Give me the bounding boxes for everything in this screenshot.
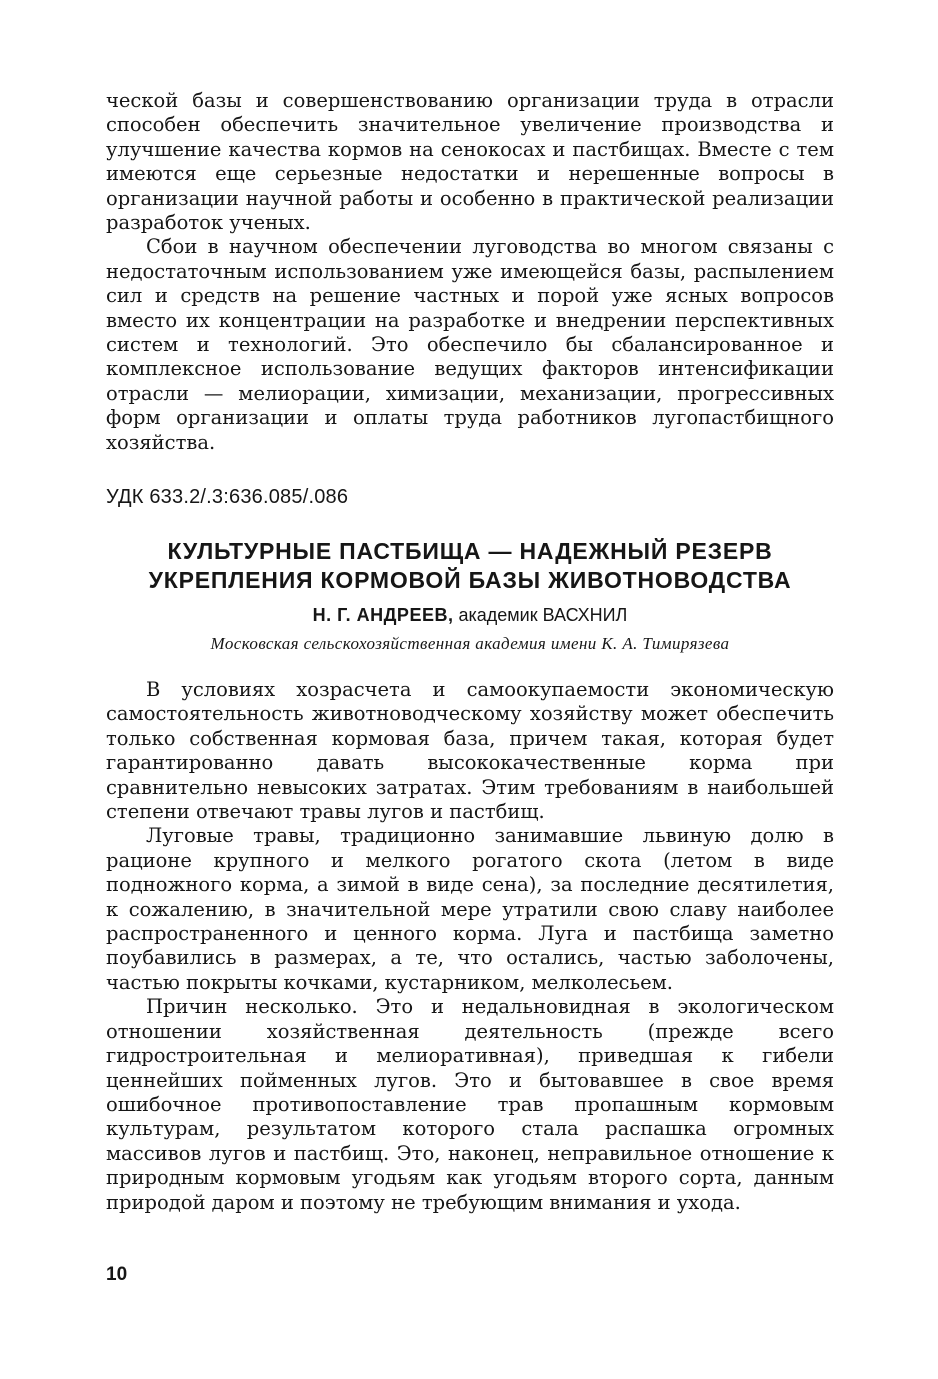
paragraph-scientific-support: Сбои в научном обеспечении луговодства во многом связаны с недостаточным использованием уже имеющейся базы, распылением сил и средств на решение частных и порой уже ясных вопросов вместо их концентрации на разработке и внедрении перспективных систем и технологий. Это обеспечило бы сбалансированное и комплексное использование ведущих факторов интенсификации отрасли — мелиорации, химизации, механизации, прогрессивных форм организации и оплаты труда работников лугопастбищного хозяйства. — [106, 235, 834, 454]
article-body — [106, 678, 834, 1215]
author-title: академик ВАСХНИЛ — [458, 605, 628, 625]
udk-code: УДК 633.2/.3:636.085/.086 — [106, 486, 349, 508]
affiliation: Московская сельскохозяйственная академия имени К. А. Тимирязева — [210, 634, 730, 653]
page-number: 10 — [106, 1264, 128, 1285]
article-title: КУЛЬТУРНЫЕ ПАСТБИЩА — НАДЕЖНЫЙ РЕЗЕРВ УКРЕПЛЕНИЯ КОРМОВОЙ БАЗЫ ЖИВОТНОВОДСТВА — [148, 538, 792, 593]
paragraph-continued: ческой базы и совершенствованию организации труда в отрасли способен обеспечить значительное увеличение производства и улучшение качества кормов на сенокосах и пастбищах. Вместе с тем имеются еще серьезные недостатки и нерешенные вопросы в организации научной работы и особенно в практической реализации разработок ученых. — [106, 89, 834, 235]
paragraph-1: В условиях хозрасчета и самоокупаемости экономическую самостоятельность животноводческому хозяйству может обеспечить только собственная кормовая база, причем такая, которая будет гарантированно давать высококачественные корма при сравнительно невысоких затратах. Этим требованиям в наибольшей степени отвечают травы лугов и пастбищ. — [106, 678, 834, 824]
author-name: Н. Г. АНДРЕЕВ, — [312, 605, 454, 625]
paragraph-3: Причин несколько. Это и недальновидная в экологическом отношении хозяйственная деятельность (прежде всего гидростроительная и мелиоративная), приведшая к гибели ценнейших пойменных лугов. Это и бытовавшее в свое время ошибочное противопоставление трав пропашным кормовым культурам, результатом которого стала распашка огромных массивов лугов и пастбищ. Это, наконец, неправильное отношение к природным кормовым угодьям как угодьям второго сорта, данным природой даром и поэтому не требующим внимания и ухода. — [106, 995, 834, 1214]
paragraph-2: Луговые травы, традиционно занимавшие львиную долю в рационе крупного и мелкого рогатого скота (летом в виде подножного корма, а зимой в виде сена), за последние десятилетия, к сожалению, в значительной мере утратили свою славу наиболее распространенного и ценного корма. Луга и пастбища заметно поубавились в размерах, а те, что остались, частью заболочены, частью покрыты кочками, кустарником, мелколесьем. — [106, 824, 834, 994]
author-line — [106, 605, 834, 626]
continued-text-block — [106, 89, 834, 455]
